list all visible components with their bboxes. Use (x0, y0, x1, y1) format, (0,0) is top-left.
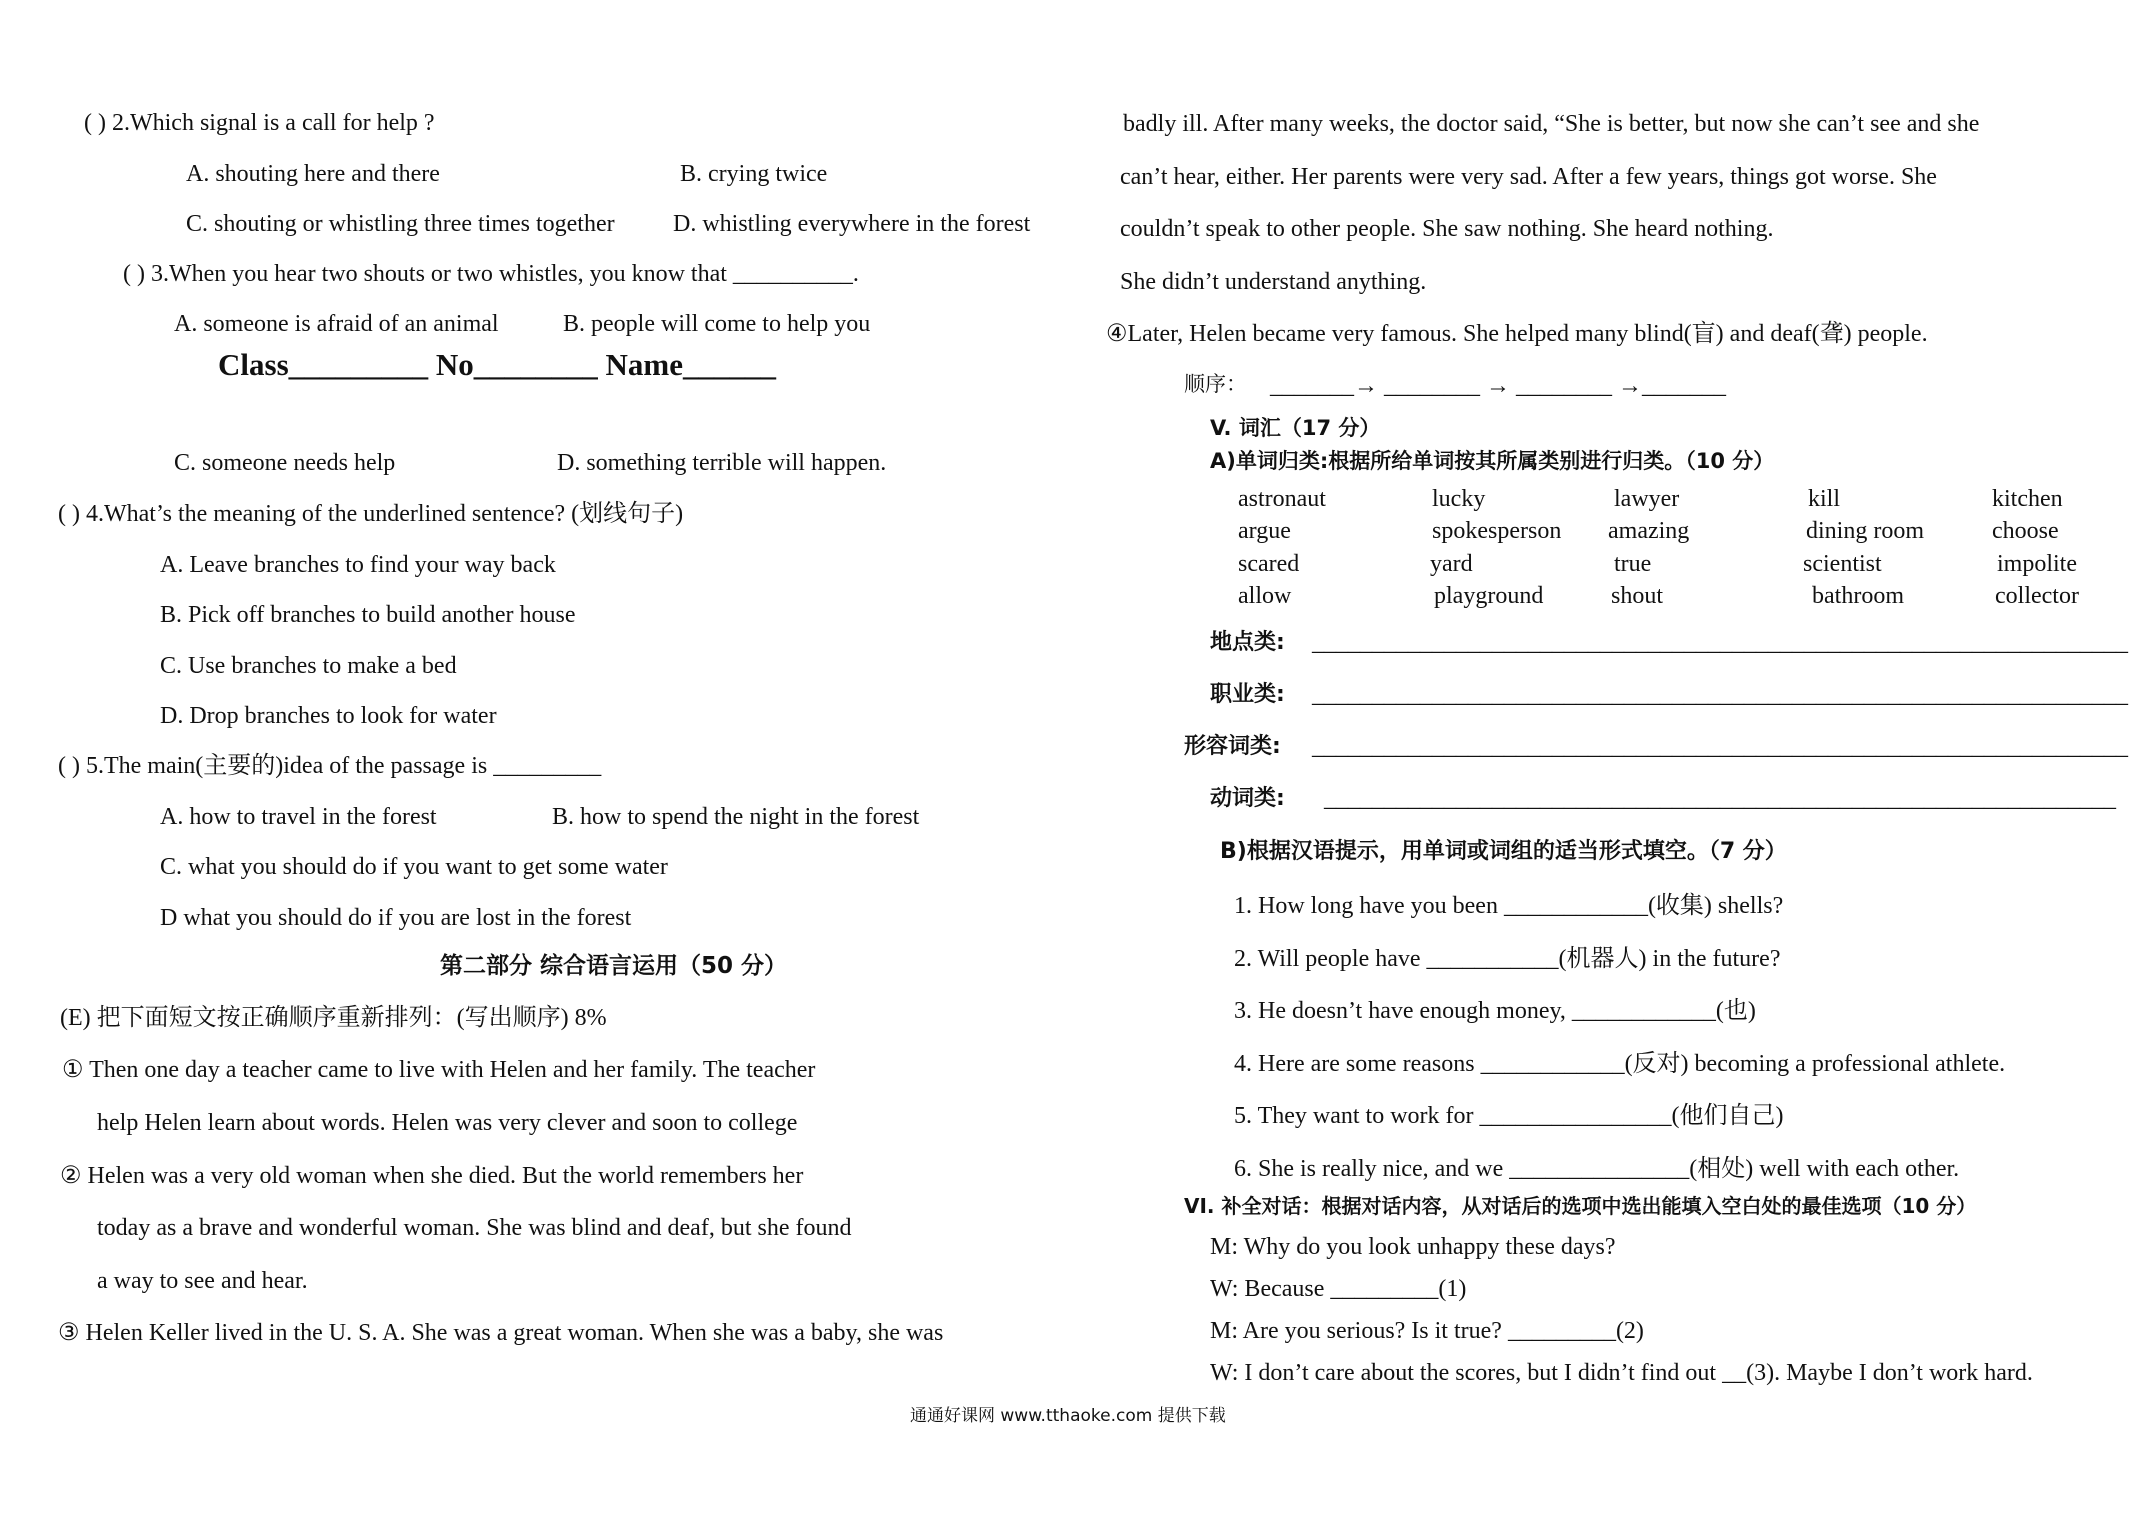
word-cell: impolite (1997, 551, 2077, 577)
class-name-line: Class_________ No________ Name______ (218, 347, 776, 382)
word-cell: spokesperson (1432, 518, 1562, 544)
paragraph-1-line-2: help Helen learn about words. Helen was very clever and soon to college (97, 1110, 798, 1136)
q2-option-c: C. shouting or whistling three times together (186, 211, 615, 237)
category-adjective-line: ____________________________________________________________________ (1312, 734, 2128, 760)
paragraph-3-line-5: She didn’t understand anything. (1120, 269, 1427, 295)
category-job-line: ____________________________________________________________________ (1312, 682, 2128, 708)
paragraph-4: ④Later, Helen became very famous. She helped many blind(盲) and deaf(聋) people. (1106, 321, 1928, 347)
word-cell: playground (1434, 583, 1544, 609)
section-vb-title: B)根据汉语提示，用单词或词组的适当形式填空。（7 分） (1220, 839, 1787, 864)
dialogue-line-1: M: Why do you look unhappy these days? (1210, 1234, 1616, 1260)
dialogue-line-3: M: Are you serious? Is it true? _________(2) (1210, 1318, 1644, 1344)
q4-option-d: D. Drop branches to look for water (160, 703, 497, 729)
order-label: 顺序： (1184, 372, 1247, 396)
q3-option-a: A. someone is afraid of an animal (174, 311, 499, 337)
dialogue-line-2: W: Because _________(1) (1210, 1276, 1467, 1302)
category-verb-line: __________________________________________________________________ (1324, 786, 2116, 812)
fill-blank-4: 4. Here are some reasons ____________(反对) becoming a professional athlete. (1234, 1051, 2006, 1077)
order-answer-line: _______→ ________ → ________ →_______ (1270, 373, 1726, 399)
category-place-line: ____________________________________________________________________ (1312, 630, 2128, 656)
page-footer: 通通好课网 www.tthaoke.com 提供下载 (910, 1406, 1226, 1426)
category-adjective-label: 形容词类: (1184, 734, 1281, 759)
word-cell: argue (1238, 518, 1291, 544)
q3-stem: ( ) 3.When you hear two shouts or two whistles, you know that __________. (123, 261, 859, 287)
paragraph-3-line-3: can’t hear, either. Her parents were very sad. After a few years, things got worse. She (1120, 164, 1937, 190)
dialogue-line-4: W: I don’t care about the scores, but I didn’t find out __(3). Maybe I don’t work hard. (1210, 1360, 2033, 1386)
q2-option-d: D. whistling everywhere in the forest (673, 211, 1031, 237)
part2-title: 第二部分 综合语言运用（50 分） (440, 953, 788, 979)
paragraph-2-line-2: today as a brave and wonderful woman. She was blind and deaf, but she found (97, 1215, 852, 1241)
q3-option-d: D. something terrible will happen. (557, 450, 887, 476)
q2-option-a: A. shouting here and there (186, 161, 440, 187)
section-e-instruction: (E) 把下面短文按正确顺序重新排列：(写出顺序) 8% (60, 1005, 607, 1031)
word-cell: allow (1238, 583, 1292, 609)
word-cell: shout (1611, 583, 1664, 609)
fill-blank-2: 2. Will people have ___________(机器人) in the future? (1234, 946, 1781, 972)
category-verb-label: 动词类: (1210, 786, 1285, 811)
q3-option-b: B. people will come to help you (563, 311, 871, 337)
word-cell: scared (1238, 551, 1300, 577)
q2-stem: ( ) 2.Which signal is a call for help ? (84, 110, 435, 136)
word-cell: bathroom (1812, 583, 1904, 609)
fill-blank-5: 5. They want to work for ________________(他们自己) (1234, 1103, 1784, 1129)
section-vi-title: VI. 补全对话：根据对话内容，从对话后的选项中选出能填入空白处的最佳选项（10 分） (1184, 1194, 1977, 1218)
paragraph-2-line-3: a way to see and hear. (97, 1268, 308, 1294)
fill-blank-1: 1. How long have you been ____________(收集) shells? (1234, 893, 1784, 919)
q5-option-d: D what you should do if you are lost in the forest (160, 905, 632, 931)
word-cell: amazing (1608, 518, 1690, 544)
category-place-label: 地点类: (1210, 630, 1285, 655)
paragraph-3-line-2: badly ill. After many weeks, the doctor said, “She is better, but now she can’t see and she (1123, 111, 1980, 137)
word-cell: collector (1995, 583, 2079, 609)
word-cell: kitchen (1992, 486, 2063, 512)
paragraph-1-line-1: ① Then one day a teacher came to live with Helen and her family. The teacher (62, 1057, 816, 1083)
fill-blank-3: 3. He doesn’t have enough money, ____________(也) (1234, 998, 1756, 1024)
word-cell: dining room (1806, 518, 1924, 544)
fill-blank-6: 6. She is really nice, and we _______________(相处) well with each other. (1234, 1156, 1960, 1182)
paragraph-3-line-4: couldn’t speak to other people. She saw nothing. She heard nothing. (1120, 216, 1774, 242)
q4-option-a: A. Leave branches to find your way back (160, 552, 556, 578)
q4-option-c: C. Use branches to make a bed (160, 653, 457, 679)
q3-option-c: C. someone needs help (174, 450, 396, 476)
paragraph-3-line-1: ③ Helen Keller lived in the U. S. A. She was a great woman. When she was a baby, she was (58, 1320, 944, 1346)
q4-option-b: B. Pick off branches to build another house (160, 602, 576, 628)
word-cell: choose (1992, 518, 2059, 544)
category-job-label: 职业类: (1210, 682, 1285, 707)
paragraph-2-line-1: ② Helen was a very old woman when she died. But the world remembers her (60, 1163, 804, 1189)
section-v-title: V. 词汇（17 分） (1210, 416, 1381, 440)
word-cell: lawyer (1614, 486, 1680, 512)
q5-option-c: C. what you should do if you want to get some water (160, 854, 668, 880)
section-va-title: A)单词归类:根据所给单词按其所属类别进行归类。（10 分） (1210, 449, 1775, 473)
q5-option-b: B. how to spend the night in the forest (552, 804, 920, 830)
word-cell: astronaut (1238, 486, 1326, 512)
q5-option-a: A. how to travel in the forest (160, 804, 437, 830)
q5-stem: ( ) 5.The main(主要的)idea of the passage is _________ (58, 753, 602, 779)
word-cell: lucky (1432, 486, 1486, 512)
q2-option-b: B. crying twice (680, 161, 828, 187)
word-cell: scientist (1803, 551, 1882, 577)
word-cell: yard (1430, 551, 1473, 577)
word-cell: kill (1808, 486, 1841, 512)
word-cell: true (1614, 551, 1652, 577)
q4-stem: ( ) 4.What’s the meaning of the underlined sentence? (划线句子) (58, 501, 684, 527)
